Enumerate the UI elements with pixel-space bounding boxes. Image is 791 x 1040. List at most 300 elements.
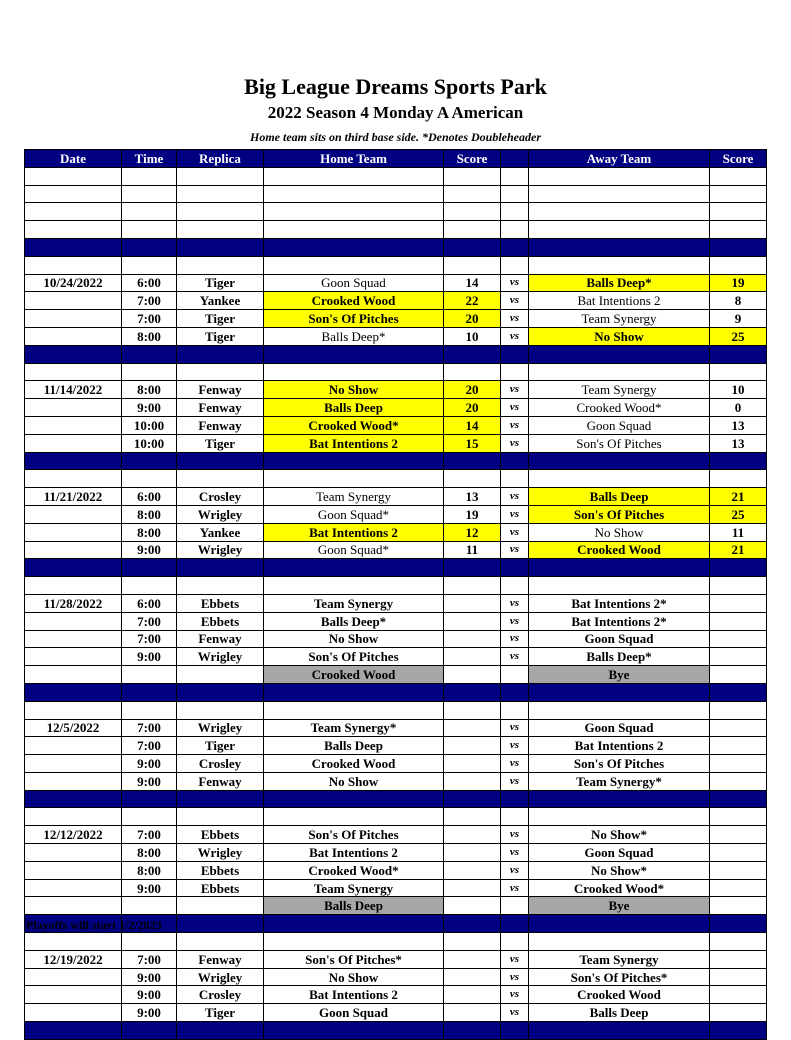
date-cell: 12/12/2022 xyxy=(25,826,122,844)
spacer-row-cell xyxy=(501,933,529,951)
header-date: Date xyxy=(25,150,122,168)
home-score-cell xyxy=(444,844,501,862)
home-team-cell: Team Synergy xyxy=(264,488,444,506)
spacer-row-cell xyxy=(122,256,177,274)
home-score-cell xyxy=(444,630,501,648)
header-vs xyxy=(501,150,529,168)
game-row xyxy=(25,381,767,399)
replica-cell: Tiger xyxy=(177,1004,264,1022)
time-cell: 8:00 xyxy=(122,861,177,879)
bye-blank xyxy=(501,666,529,684)
time-cell: 9:00 xyxy=(122,755,177,773)
away-score-cell xyxy=(710,737,767,755)
away-score-cell: 19 xyxy=(710,274,767,292)
spacer-row xyxy=(25,701,767,719)
time-cell: 10:00 xyxy=(122,416,177,434)
empty-row xyxy=(25,185,767,203)
time-cell: 7:00 xyxy=(122,826,177,844)
away-team-cell: Son's Of Pitches xyxy=(529,434,710,452)
vs-cell: vs xyxy=(501,541,529,559)
spacer-row-cell xyxy=(25,470,122,488)
vs-cell: vs xyxy=(501,968,529,986)
divider-band-cell xyxy=(177,1022,264,1040)
replica-cell: Fenway xyxy=(177,416,264,434)
replica-cell: Fenway xyxy=(177,399,264,417)
home-score-cell xyxy=(444,648,501,666)
home-score-cell: 11 xyxy=(444,541,501,559)
home-team-cell: Bat Intentions 2 xyxy=(264,434,444,452)
vs-cell: vs xyxy=(501,844,529,862)
divider-band-cell xyxy=(122,238,177,256)
divider-band-cell xyxy=(529,683,710,701)
away-score-cell xyxy=(710,630,767,648)
game-row xyxy=(25,274,767,292)
home-score-cell xyxy=(444,594,501,612)
divider-band-cell xyxy=(444,238,501,256)
replica-cell: Wrigley xyxy=(177,719,264,737)
home-team-cell: Goon Squad xyxy=(264,274,444,292)
divider-band xyxy=(25,452,767,470)
divider-band-cell xyxy=(710,1022,767,1040)
schedule-table xyxy=(24,149,767,1040)
date-cell xyxy=(25,541,122,559)
home-score-cell: 13 xyxy=(444,488,501,506)
vs-cell: vs xyxy=(501,719,529,737)
away-team-cell: Team Synergy xyxy=(529,310,710,328)
replica-cell: Fenway xyxy=(177,381,264,399)
away-score-cell: 25 xyxy=(710,505,767,523)
home-team-cell: Bat Intentions 2 xyxy=(264,986,444,1004)
header-home-score: Score xyxy=(444,150,501,168)
game-row xyxy=(25,488,767,506)
empty-row-cell xyxy=(264,167,444,185)
spacer-row-cell xyxy=(177,808,264,826)
divider-band-cell xyxy=(529,1022,710,1040)
empty-row-cell xyxy=(122,167,177,185)
replica-cell: Tiger xyxy=(177,310,264,328)
empty-row-cell xyxy=(264,185,444,203)
replica-cell: Fenway xyxy=(177,950,264,968)
home-team-cell: Crooked Wood xyxy=(264,755,444,773)
spacer-row-cell xyxy=(444,577,501,595)
home-team-cell: Crooked Wood* xyxy=(264,861,444,879)
empty-row-cell xyxy=(710,167,767,185)
away-score-cell xyxy=(710,986,767,1004)
date-cell xyxy=(25,648,122,666)
spacer-row xyxy=(25,363,767,381)
away-score-cell: 13 xyxy=(710,434,767,452)
away-score-cell xyxy=(710,719,767,737)
away-team-cell: Team Synergy* xyxy=(529,772,710,790)
empty-row-cell xyxy=(501,185,529,203)
divider-band-cell xyxy=(444,915,501,933)
time-cell: 9:00 xyxy=(122,399,177,417)
divider-band-cell xyxy=(710,915,767,933)
home-score-cell xyxy=(444,1004,501,1022)
divider-band-cell xyxy=(177,915,264,933)
divider-band-cell xyxy=(122,345,177,363)
bye-blank xyxy=(25,666,122,684)
header-replica: Replica xyxy=(177,150,264,168)
divider-band-cell xyxy=(264,683,444,701)
away-team-cell: Son's Of Pitches xyxy=(529,505,710,523)
divider-band-cell xyxy=(529,559,710,577)
header-away-score: Score xyxy=(710,150,767,168)
divider-band-cell xyxy=(501,559,529,577)
away-team-cell: Goon Squad xyxy=(529,719,710,737)
date-cell xyxy=(25,399,122,417)
divider-band-cell xyxy=(501,452,529,470)
divider-band-cell xyxy=(122,683,177,701)
divider-band-cell xyxy=(710,790,767,808)
away-team-cell: Son's Of Pitches* xyxy=(529,968,710,986)
spacer-row-cell xyxy=(25,701,122,719)
spacer-row-cell xyxy=(177,701,264,719)
spacer-row-cell xyxy=(122,808,177,826)
bye-blank xyxy=(444,666,501,684)
away-score-cell: 13 xyxy=(710,416,767,434)
divider-band-cell xyxy=(122,1022,177,1040)
divider-band-cell xyxy=(501,683,529,701)
replica-cell: Ebbets xyxy=(177,861,264,879)
spacer-row-cell xyxy=(444,470,501,488)
home-score-cell xyxy=(444,879,501,897)
away-team-cell: Team Synergy xyxy=(529,950,710,968)
away-score-cell: 10 xyxy=(710,381,767,399)
game-row xyxy=(25,630,767,648)
replica-cell: Wrigley xyxy=(177,541,264,559)
time-cell: 7:00 xyxy=(122,950,177,968)
spacer-row-cell xyxy=(177,470,264,488)
empty-row-cell xyxy=(710,203,767,221)
divider-band-cell xyxy=(444,452,501,470)
away-score-cell: 21 xyxy=(710,488,767,506)
vs-cell: vs xyxy=(501,327,529,345)
spacer-row-cell xyxy=(122,470,177,488)
divider-band-cell xyxy=(529,345,710,363)
replica-cell: Fenway xyxy=(177,630,264,648)
away-team-cell: No Show xyxy=(529,327,710,345)
bye-label-cell: Bye xyxy=(529,666,710,684)
home-score-cell xyxy=(444,986,501,1004)
away-score-cell xyxy=(710,594,767,612)
date-cell xyxy=(25,879,122,897)
spacer-row-cell xyxy=(501,577,529,595)
spacer-row-cell xyxy=(710,808,767,826)
away-score-cell: 11 xyxy=(710,523,767,541)
spacer-row-cell xyxy=(710,577,767,595)
divider-band-cell xyxy=(529,238,710,256)
spacer-row-cell xyxy=(264,363,444,381)
divider-band-cell xyxy=(122,559,177,577)
divider-band-cell xyxy=(177,559,264,577)
game-row xyxy=(25,719,767,737)
away-score-cell xyxy=(710,772,767,790)
home-score-cell: 14 xyxy=(444,274,501,292)
home-team-cell: Bat Intentions 2 xyxy=(264,523,444,541)
home-score-cell xyxy=(444,826,501,844)
away-score-cell xyxy=(710,612,767,630)
vs-cell: vs xyxy=(501,1004,529,1022)
game-row xyxy=(25,416,767,434)
away-score-cell xyxy=(710,844,767,862)
game-row xyxy=(25,399,767,417)
away-team-cell: No Show* xyxy=(529,861,710,879)
empty-row xyxy=(25,203,767,221)
away-team-cell: Bat Intentions 2* xyxy=(529,594,710,612)
time-cell: 7:00 xyxy=(122,292,177,310)
game-row xyxy=(25,292,767,310)
empty-row-cell xyxy=(710,221,767,239)
home-score-cell xyxy=(444,968,501,986)
time-cell: 7:00 xyxy=(122,630,177,648)
vs-cell: vs xyxy=(501,310,529,328)
away-score-cell xyxy=(710,648,767,666)
page-subtitle: 2022 Season 4 Monday A American xyxy=(267,103,524,122)
home-team-cell: Team Synergy xyxy=(264,594,444,612)
bye-blank xyxy=(122,666,177,684)
spacer-row-cell xyxy=(444,933,501,951)
bye-blank xyxy=(25,897,122,915)
vs-cell: vs xyxy=(501,434,529,452)
divider-band-cell xyxy=(444,683,501,701)
date-cell xyxy=(25,772,122,790)
spacer-row-cell xyxy=(501,470,529,488)
vs-cell: vs xyxy=(501,416,529,434)
away-score-cell: 0 xyxy=(710,399,767,417)
date-cell xyxy=(25,630,122,648)
spacer-row-cell xyxy=(529,933,710,951)
time-cell: 8:00 xyxy=(122,523,177,541)
bye-row xyxy=(25,666,767,684)
header-time: Time xyxy=(122,150,177,168)
game-row xyxy=(25,826,767,844)
empty-row-cell xyxy=(25,167,122,185)
spacer-row-cell xyxy=(25,363,122,381)
divider-band-cell xyxy=(710,683,767,701)
divider-band xyxy=(25,1022,767,1040)
away-score-cell: 21 xyxy=(710,541,767,559)
game-row xyxy=(25,1004,767,1022)
home-score-cell: 15 xyxy=(444,434,501,452)
spacer-row-cell xyxy=(529,577,710,595)
home-score-cell xyxy=(444,861,501,879)
vs-cell: vs xyxy=(501,399,529,417)
away-team-cell: Crooked Wood xyxy=(529,541,710,559)
away-score-cell xyxy=(710,826,767,844)
spacer-row-cell xyxy=(122,577,177,595)
divider-band xyxy=(25,559,767,577)
date-cell: 11/14/2022 xyxy=(25,381,122,399)
away-score-cell: 9 xyxy=(710,310,767,328)
game-row xyxy=(25,434,767,452)
home-team-cell: Goon Squad xyxy=(264,1004,444,1022)
spacer-row-cell xyxy=(25,933,122,951)
replica-cell: Ebbets xyxy=(177,879,264,897)
date-cell xyxy=(25,1004,122,1022)
away-team-cell: Team Synergy xyxy=(529,381,710,399)
time-cell: 8:00 xyxy=(122,505,177,523)
divider-band-cell xyxy=(501,345,529,363)
divider-band xyxy=(25,345,767,363)
header-home-team: Home Team xyxy=(264,150,444,168)
spacer-row-cell xyxy=(264,701,444,719)
schedule-body xyxy=(25,167,767,1039)
date-cell xyxy=(25,612,122,630)
empty-row-cell xyxy=(264,221,444,239)
home-team-cell: Team Synergy xyxy=(264,879,444,897)
replica-cell: Fenway xyxy=(177,772,264,790)
away-score-cell: 25 xyxy=(710,327,767,345)
spacer-row-cell xyxy=(529,808,710,826)
home-team-cell: Son's Of Pitches xyxy=(264,826,444,844)
spacer-row-cell xyxy=(501,701,529,719)
empty-row-cell xyxy=(501,221,529,239)
empty-row-cell xyxy=(122,221,177,239)
spacer-row-cell xyxy=(177,933,264,951)
vs-cell: vs xyxy=(501,879,529,897)
vs-cell: vs xyxy=(501,826,529,844)
date-cell xyxy=(25,523,122,541)
home-team-cell: Goon Squad* xyxy=(264,505,444,523)
date-cell: 11/21/2022 xyxy=(25,488,122,506)
vs-cell: vs xyxy=(501,737,529,755)
divider-band-cell xyxy=(529,915,710,933)
time-cell: 8:00 xyxy=(122,844,177,862)
time-cell: 9:00 xyxy=(122,772,177,790)
home-score-cell: 22 xyxy=(444,292,501,310)
divider-band-cell xyxy=(710,238,767,256)
divider-band-cell xyxy=(25,559,122,577)
spacer-row-cell xyxy=(264,577,444,595)
bye-row xyxy=(25,897,767,915)
date-cell: 12/19/2022 xyxy=(25,950,122,968)
home-team-cell: Goon Squad* xyxy=(264,541,444,559)
home-score-cell xyxy=(444,772,501,790)
game-row xyxy=(25,327,767,345)
divider-band-cell xyxy=(501,1022,529,1040)
header-away-team: Away Team xyxy=(529,150,710,168)
away-team-cell: Bat Intentions 2* xyxy=(529,612,710,630)
vs-cell: vs xyxy=(501,630,529,648)
spacer-row xyxy=(25,933,767,951)
bye-label-cell: Bye xyxy=(529,897,710,915)
home-score-cell xyxy=(444,719,501,737)
date-cell xyxy=(25,861,122,879)
vs-cell: vs xyxy=(501,274,529,292)
spacer-row-cell xyxy=(264,256,444,274)
empty-row-cell xyxy=(529,185,710,203)
empty-row-cell xyxy=(529,203,710,221)
spacer-row-cell xyxy=(177,577,264,595)
spacer-row-cell xyxy=(444,808,501,826)
away-team-cell: No Show xyxy=(529,523,710,541)
game-row xyxy=(25,310,767,328)
empty-row xyxy=(25,167,767,185)
replica-cell: Wrigley xyxy=(177,505,264,523)
time-cell: 9:00 xyxy=(122,541,177,559)
time-cell: 7:00 xyxy=(122,719,177,737)
divider-band-cell xyxy=(501,915,529,933)
home-team-cell: No Show xyxy=(264,968,444,986)
away-team-cell: Bat Intentions 2 xyxy=(529,292,710,310)
date-cell xyxy=(25,737,122,755)
bye-blank xyxy=(177,897,264,915)
divider-band-cell xyxy=(444,1022,501,1040)
vs-cell: vs xyxy=(501,523,529,541)
date-cell xyxy=(25,844,122,862)
empty-row-cell xyxy=(177,167,264,185)
replica-cell: Crosley xyxy=(177,986,264,1004)
empty-row-cell xyxy=(25,221,122,239)
away-team-cell: Goon Squad xyxy=(529,630,710,648)
bye-blank xyxy=(177,666,264,684)
vs-cell: vs xyxy=(501,488,529,506)
bye-blank xyxy=(444,897,501,915)
divider-band-cell xyxy=(444,559,501,577)
divider-band-cell xyxy=(264,1022,444,1040)
home-team-cell: Balls Deep xyxy=(264,737,444,755)
divider-band-cell xyxy=(25,683,122,701)
vs-cell: vs xyxy=(501,755,529,773)
divider-band-cell xyxy=(25,345,122,363)
empty-row-cell xyxy=(25,185,122,203)
vs-cell: vs xyxy=(501,505,529,523)
spacer-row-cell xyxy=(529,701,710,719)
replica-cell: Tiger xyxy=(177,737,264,755)
time-cell: 9:00 xyxy=(122,648,177,666)
vs-cell: vs xyxy=(501,381,529,399)
home-score-cell: 20 xyxy=(444,381,501,399)
away-team-cell: Balls Deep* xyxy=(529,648,710,666)
game-row xyxy=(25,737,767,755)
vs-cell: vs xyxy=(501,986,529,1004)
divider-band-cell xyxy=(501,790,529,808)
vs-cell: vs xyxy=(501,612,529,630)
bye-blank xyxy=(501,897,529,915)
spacer-row-cell xyxy=(122,701,177,719)
divider-band-cell xyxy=(25,238,122,256)
vs-cell: vs xyxy=(501,594,529,612)
divider-band-cell xyxy=(177,345,264,363)
home-score-cell: 14 xyxy=(444,416,501,434)
away-score-cell xyxy=(710,968,767,986)
divider-band-cell xyxy=(177,238,264,256)
replica-cell: Yankee xyxy=(177,523,264,541)
away-team-cell: Goon Squad xyxy=(529,844,710,862)
away-score-cell xyxy=(710,879,767,897)
away-score-cell: 8 xyxy=(710,292,767,310)
spacer-row-cell xyxy=(444,256,501,274)
time-cell: 7:00 xyxy=(122,310,177,328)
replica-cell: Tiger xyxy=(177,327,264,345)
date-cell xyxy=(25,416,122,434)
home-score-cell: 20 xyxy=(444,399,501,417)
date-cell xyxy=(25,505,122,523)
replica-cell: Ebbets xyxy=(177,612,264,630)
home-team-cell: No Show xyxy=(264,630,444,648)
empty-row xyxy=(25,221,767,239)
game-row xyxy=(25,612,767,630)
home-score-cell xyxy=(444,612,501,630)
away-score-cell xyxy=(710,755,767,773)
divider-band-cell xyxy=(25,452,122,470)
home-score-cell: 10 xyxy=(444,327,501,345)
time-cell: 7:00 xyxy=(122,612,177,630)
date-cell xyxy=(25,327,122,345)
spacer-row-cell xyxy=(710,470,767,488)
bye-blank xyxy=(710,666,767,684)
